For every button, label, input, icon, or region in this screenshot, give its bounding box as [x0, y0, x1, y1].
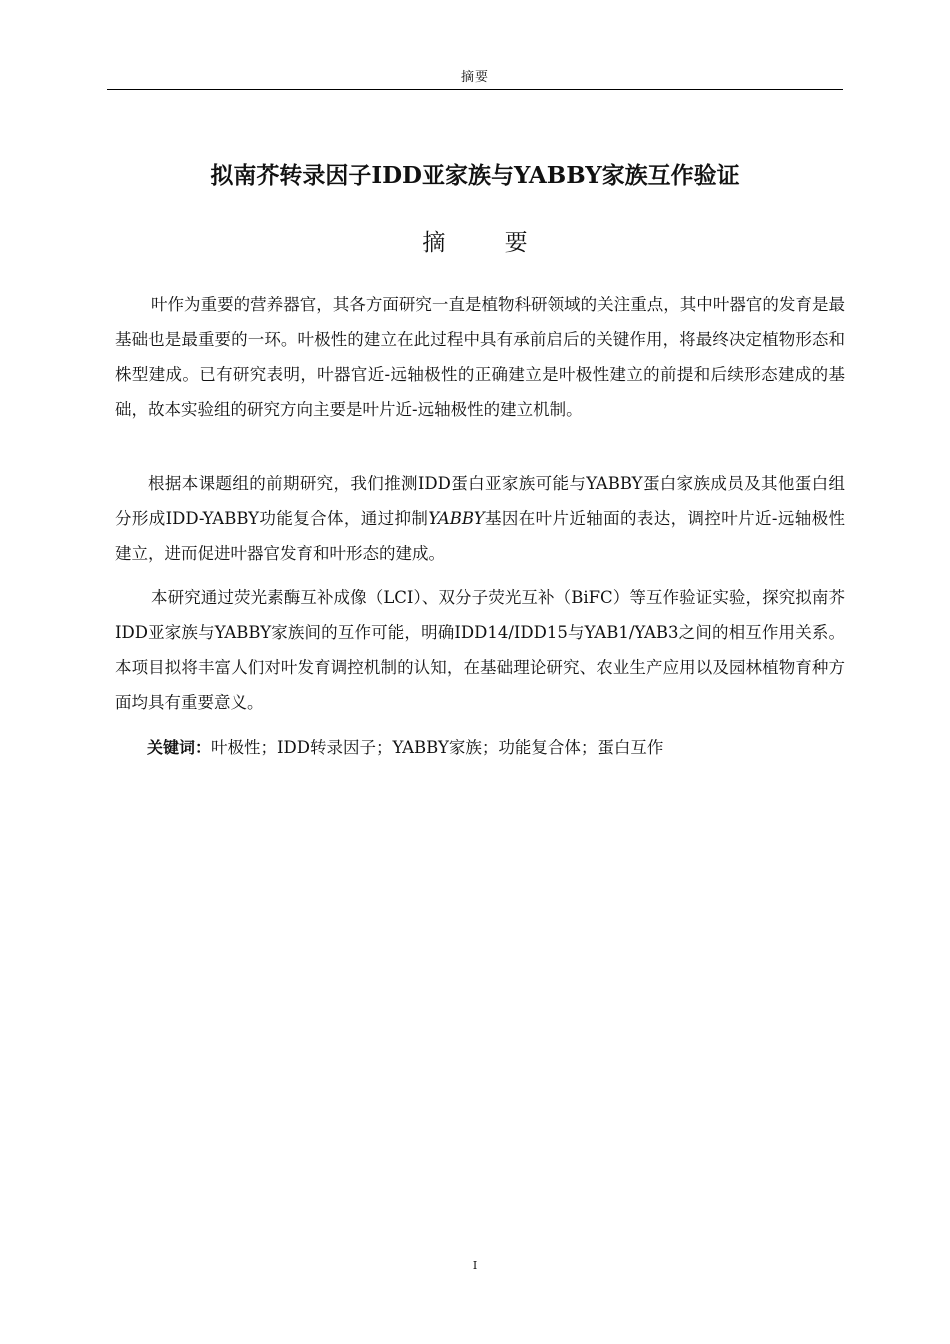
keywords-text: 叶极性；IDD转录因子；YABBY家族；功能复合体；蛋白互作 — [211, 738, 664, 757]
abstract-paragraph-2 — [115, 466, 845, 571]
header-divider — [107, 89, 843, 90]
document-title: 拟南芥转录因子IDD亚家族与YABBY家族互作验证 — [210, 162, 740, 189]
abstract-paragraph-1: 叶作为重要的营养器官，其各方面研究一直是植物科研领域的关注重点，其中叶器官的发育是最基础也是最重要的一环。叶极性的建立在此过程中具有承前启后的关键作用，将最终决定植物形态和株型建成。已有研究表明，叶器官近-远轴极性的正确建立是叶极性建立的前提和后续形态建成的基础，故本实验组的研究方向主要是叶片近-远轴极性的建立机制。 — [115, 295, 845, 419]
abstract-paragraph-3: 本研究通过荧光素酶互补成像（LCI）、双分子荧光互补（BiFC）等互作验证实验，探究拟南芥IDD亚家族与YABBY家族间的互作可能，明确IDD14/IDD15与YAB1/YAB3之间的相互作用关系。本项目拟将丰富人们对叶发育调控机制的认知，在基础理论研究、农业生产应用以及园林植物育种方面均具有重要意义。 — [115, 588, 845, 712]
keywords-label: 关键词： — [147, 738, 212, 757]
paragraph-2-text-end: 基因在叶片近轴面的表达，调控叶片近-远轴极性建立，进而促进叶器官发育和叶形态的建成。 — [115, 509, 845, 563]
abstract-heading: 摘 要 — [422, 230, 554, 256]
page-number: I — [472, 1259, 478, 1272]
keywords-line — [115, 730, 877, 765]
gene-name-italic: YABBY — [428, 509, 485, 528]
paragraph-2-text-start: 根据本课题组的前期研究，我们推测IDD蛋白亚家族可能与YABBY蛋白家族成员及其他蛋白组分形成IDD-YABBY功能复合体，通过抑制 — [115, 474, 845, 528]
running-header: 摘要 — [460, 70, 489, 85]
